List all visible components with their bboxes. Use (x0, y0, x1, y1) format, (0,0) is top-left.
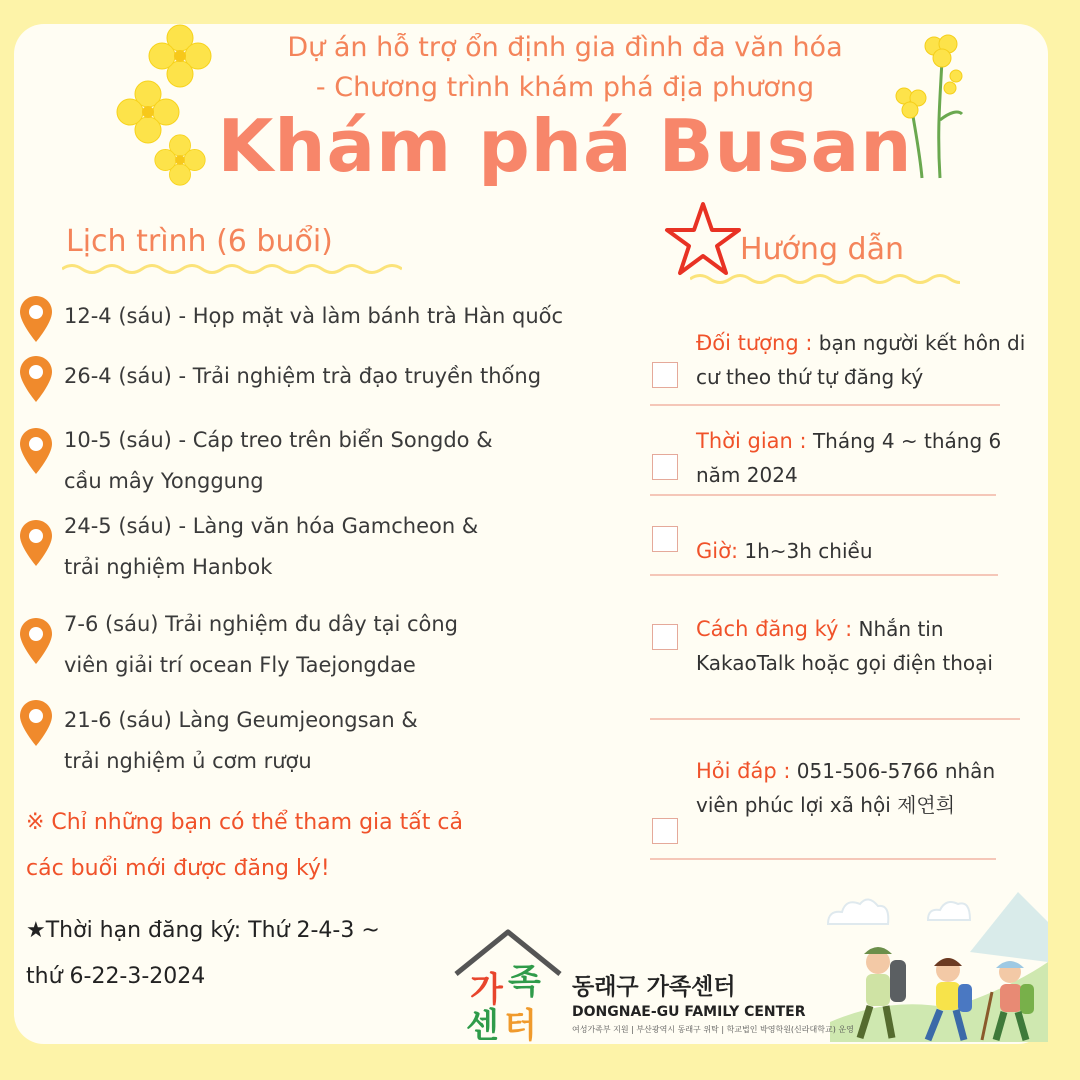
schedule-item (20, 700, 640, 784)
schedule-item (20, 420, 640, 504)
guide-item-label: Cách đăng ký : (696, 617, 853, 641)
wavy-underline (690, 272, 960, 286)
checkbox (652, 526, 678, 552)
schedule-item-text: 26-4 (sáu) - Trải nghiệm trà đạo truyền thống (64, 364, 542, 388)
guide-item-label: Đối tượng : (696, 331, 813, 355)
guide-item-value: 1h~3h chiều (744, 539, 873, 563)
guide-item-value: Nhắn tin KakaoTalk hoặc gọi điện thoại (696, 617, 993, 675)
schedule-item-text (64, 506, 478, 588)
logo-name-english: DONGNAE-GU FAMILY CENTER (572, 1004, 806, 1020)
checkbox (652, 818, 678, 844)
note-line2: các buổi mới được đăng ký! (26, 856, 330, 881)
schedule-item (20, 604, 640, 688)
divider (650, 494, 996, 496)
schedule-item-line1: 24-5 (sáu) - Làng văn hóa Gamcheon & (64, 514, 479, 538)
checkbox (652, 362, 678, 388)
logo-char: 가 (470, 970, 503, 1010)
checkbox (652, 624, 678, 650)
divider (650, 574, 998, 576)
logo-char: 터 (504, 1006, 537, 1046)
guide-item-label: Giờ: (696, 539, 739, 563)
guide-item-text (696, 534, 1041, 568)
guide-item-text (696, 326, 1041, 394)
schedule-item-line1: 21-6 (sáu) Làng Geumjeongsan & (64, 708, 418, 732)
checkbox (652, 454, 678, 480)
schedule-item (20, 296, 640, 346)
schedule-item-text (64, 700, 418, 782)
deadline-line2: thứ 6-22-3-2024 (26, 964, 206, 989)
location-pin-icon (20, 356, 52, 402)
schedule-item-text (64, 420, 493, 502)
location-pin-icon (20, 520, 52, 566)
location-pin-icon (20, 618, 52, 664)
location-pin-icon (20, 428, 52, 474)
schedule-item-line2: trải nghiệm Hanbok (64, 555, 273, 579)
location-pin-icon (20, 296, 52, 342)
deadline-line1: ★Thời hạn đăng ký: Thứ 2-4-3 ~ (26, 918, 380, 943)
guide-item-time (650, 424, 1040, 498)
guide-item-label: Hỏi đáp : (696, 759, 791, 783)
guide-item-target (650, 326, 1040, 406)
schedule-item-line2: cầu mây Yonggung (64, 469, 264, 493)
guide-item-registration (650, 612, 1040, 722)
guide-title: Hướng dẫn (740, 232, 904, 267)
hikers-illustration (830, 892, 1048, 1042)
logo-name-korean: 동래구 가족센터 (572, 974, 736, 1000)
guide-item-value: 051-506-5766 nhân viên phúc lợi xã hội 제연희 (696, 759, 996, 817)
page-title: Khám phá Busan (217, 104, 913, 188)
schedule-item-text (64, 604, 458, 686)
family-center-logo (452, 928, 854, 1046)
guide-item-hours (650, 534, 1040, 578)
wavy-underline (62, 262, 402, 276)
divider (650, 858, 996, 860)
schedule-item-line2: trải nghiệm ủ cơm rượu (64, 749, 312, 773)
guide-item-inquiry (650, 754, 1040, 864)
guide-item-text (696, 424, 1041, 492)
guide-item-text (696, 754, 1041, 822)
eligibility-note (26, 800, 646, 892)
schedule-item (20, 356, 640, 406)
star-icon (664, 200, 742, 278)
logo-char: 족 (508, 962, 541, 1002)
guide-item-text (696, 612, 1041, 680)
schedule-item-line2: viên giải trí ocean Fly Taejongdae (64, 653, 416, 677)
logo-sponsor-text: 여성가족부 지원 | 부산광역시 동래구 위탁 | 학교법인 박영학원(신라대학교) 운영 (572, 1025, 854, 1034)
header-line-2: - Chương trình khám phá địa phương (315, 72, 815, 103)
schedule-item-line1: 7-6 (sáu) Trải nghiệm đu dây tại công (64, 612, 459, 636)
header-line-1: Dự án hỗ trợ ổn định gia đình đa văn hóa (287, 32, 843, 63)
guide-item-value: Tháng 4 ~ tháng 6 năm 2024 (696, 429, 1002, 487)
divider (650, 404, 1000, 406)
schedule-item-line1: 10-5 (sáu) - Cáp treo trên biển Songdo & (64, 428, 493, 452)
schedule-item (20, 506, 640, 590)
schedule-title: Lịch trình (6 buổi) (66, 224, 333, 259)
schedule-item-text: 12-4 (sáu) - Họp mặt và làm bánh trà Hàn quốc (64, 304, 564, 328)
logo-char: 센 (466, 1006, 499, 1046)
location-pin-icon (20, 700, 52, 746)
guide-item-value: bạn người kết hôn di cư theo thứ tự đăng ký (696, 331, 1026, 389)
registration-deadline (26, 908, 496, 1000)
guide-item-label: Thời gian : (696, 429, 807, 453)
note-line1: ※ Chỉ những bạn có thể tham gia tất cả (26, 810, 463, 835)
divider (650, 718, 1020, 720)
